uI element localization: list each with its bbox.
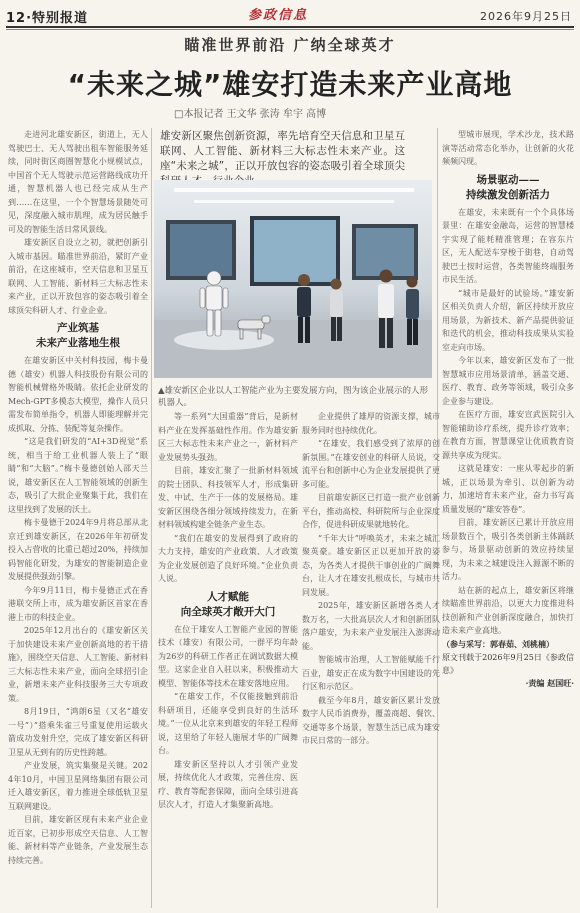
article-column-2 — [158, 410, 298, 905]
paragraph: 8月19日，“鸿朗6星（又名“雄安一号”）”搭乘朱雀三号重复使用运载火箭成功发射升空，完成了雄安新区科研卫星从无到有的历史性跨越。 — [8, 707, 148, 757]
article-photo — [154, 180, 432, 378]
robot-exhibition-photo — [154, 180, 432, 378]
paragraph: 在医疗方面，雄安宣武医院引入智能辅助诊疗系统，提升诊疗效率；在教育方面，智慧课堂让优质教育资源共享成为现实。 — [442, 410, 574, 460]
page-header — [0, 0, 580, 30]
section-subhead: 产业筑基 未来产业落地生根 — [36, 322, 120, 349]
masthead-logo: 参政信息 — [248, 8, 309, 23]
paragraph: 今年以来，雄安新区发布了一批智慧城市应用场景清单，涵盖交通、医疗、教育、政务等领域，吸引众多企业参与建设。 — [442, 356, 574, 406]
paragraph: “这是我们研发的“AI+3D视觉”系统，相当于给工业机器人装上了“眼睛”和“大脑”。”梅卡曼德创始人邵天兰说，雄安新区在人工智能领域的创新生态，吸引了大批企业聚集于此，我们在这里找到了发展的沃土。 — [8, 437, 148, 514]
source-note: 原文刊载于2026年9月25日《参政信息》 — [442, 652, 574, 675]
paragraph: 2025年，雄安新区新增各类人才数万名，一大批高层次人才和创新团队落户雄安，为未来产业发展注入澎湃动能。 — [302, 601, 440, 651]
issue-date: 2026年9月25日 — [480, 10, 572, 23]
paragraph: 今年9月11日，梅卡曼德正式在香港联交所上市，成为雄安新区首家在香港上市的科技企业。 — [8, 585, 148, 622]
paragraph: “城市是最好的试验场。”雄安新区相关负责人介绍，新区持续开放应用场景，为新技术、新产品提供验证和迭代的机会，推动科技成果从实验室走向市场。 — [442, 288, 574, 352]
paragraph: “我们在雄安的发展得到了政府的大力支持，雄安的产业政策、人才政策为企业发展创造了良好环境。”企业负责人说。 — [158, 533, 298, 583]
paragraph: 等一系列“大国重器”背后，是新材料产业在发挥基础性作用。作为雄安新区三大标志性未来产业之一，新材料产业发展势头强劲。 — [158, 412, 298, 462]
paragraph: 雄安新区自设立之初，就把创新引入城市基因。瞄准世界前沿，紧盯产业前沿，在这座城市，空天信息和卫星互联网、人工智能、新材料三大标志性未来产业，正以开放包容的姿态吸引着全球顶尖科研人才、行业企业。 — [8, 238, 148, 315]
article-headline: “未来之城”雄安打造未来产业高地 — [67, 68, 513, 101]
editor-credit: ·责编 赵国旺· — [525, 677, 574, 688]
paragraph: “在雄安工作，不仅能接触到前沿科研项目，还能享受到良好的生活环境。”一位从北京来到雄安的年轻工程师说，这里给了年轻人施展才华的广阔舞台。 — [158, 692, 298, 755]
paragraph: 在位于雄安人工智能产业园的智能技术（雄安）有限公司，一群平均年龄为26岁的科研工作者正在调试数据大模型。这家企业自入驻以来，积极推动大模型、智能体等技术在雄安落地应用。 — [158, 624, 298, 688]
paragraph: 智能城市治理，人工智能赋能千行百业，雄安正在成为数字中国建设的先行区和示范区。 — [302, 655, 440, 691]
paragraph: 走进河北雄安新区，街道上，无人驾驶巴士、无人驾驶出租车智能服务延续，同时街区商圈智慧化小规模试点，中国首个无人驾驶示范运营路线成功开通，智慧机器人也已经完成从生产到……在这里，一个个智慧场景随处可见，深度融入城市肌理，成为居民触手可及的智能生活日常风景线。 — [8, 130, 148, 234]
paragraph: 目前，雄安新区已累计开放应用场景数百个，吸引各类创新主体踊跃参与，场景驱动创新的效应持续显现，为未来之城建设注入源源不断的活力。 — [442, 518, 574, 581]
paragraph: 目前，雄安汇聚了一批新材料领域的院士团队、科技领军人才，形成集研发、中试、生产于一体的发展格局。雄安新区围绕各细分领域持续发力，在新材料领域构建全链条产业生态。 — [158, 466, 298, 529]
section-subhead: 人才赋能 向全球英才敞开大门 — [180, 590, 276, 618]
article-column-1 — [8, 128, 148, 903]
section-subhead: 场景驱动—— 持续激发创新活力 — [466, 173, 550, 201]
paragraph: 这就是雄安：一座从零起步的新城，正以场景为牵引、以创新为动力，加速培育未来产业，奋力书写高质量发展的“雄安答卷”。 — [442, 464, 574, 514]
paragraph: 企业提供了雄厚的资源支撑，城市服务同时也持续优化。 — [302, 412, 440, 435]
paragraph: 雄安新区坚持以人才引领产业发展，持续优化人才政策，完善住房、医疗、教育等配套保障，面向全球引进高层次人才，打造人才集聚新高地。 — [158, 759, 298, 809]
article-column-3 — [302, 410, 440, 905]
article-kicker: 瞄准世界前沿 广纳全球英才 — [184, 36, 396, 54]
header-rule — [6, 26, 574, 28]
header-rule-thin — [6, 29, 574, 30]
paragraph: 目前雄安新区已打造一批产业创新平台，推动高校、科研院所与企业深度合作，促进科研成果就地转化。 — [302, 493, 440, 529]
article-column-4 — [442, 128, 574, 908]
paragraph: 梅卡曼德于2024年9月将总部从北京迁到雄安新区，在2026年年初研发投入占营收的比重已超过20%，持续加码智能化研发，为雄安的智能制造企业发展提供强劲引擎。 — [8, 518, 148, 581]
paragraph: 站在新的起点上，雄安新区将继续瞄准世界前沿，以更大力度推进科技创新和产业创新深度融合，加快打造未来产业高地。 — [442, 585, 574, 635]
paragraph: 在雄安新区中关村科技园，梅卡曼德（雄安）机器人科技股份有限公司的智能机械臂格外吸睛。依托企业研发的Mech-GPT多模态大模型，操作人员只需发布简单指令，机器人即能理解并完成抓取、分拣、装配等复杂操作。 — [8, 356, 148, 433]
reporting-credits: （参与采写：郭春茹、刘桃楠） — [442, 638, 554, 649]
paragraph: 截至今年8月，雄安新区累计发放数字人民币消费券，覆盖商超、餐饮、交通等多个场景，智慧生活已成为雄安市民日常的一部分。 — [302, 695, 440, 745]
paragraph: 产业发展，筑实集聚是关键。2024年10月，中国卫星网络集团有限公司迁入雄安新区，着力推进全球低轨卫星互联网建设。 — [8, 761, 148, 811]
column-divider — [151, 128, 152, 908]
page-section-label: 12·特别报道 — [6, 11, 89, 26]
paragraph: 2025年12月出台的《雄安新区关于加快建设未来产业创新高地的若干措施》，围绕空天信息、人工智能、新材料三大标志性未来产业，面向全球招引企业，新增未来产业科技服务三大专项政策。 — [8, 626, 148, 703]
article-lead: 雄安新区聚焦创新资源，率先培育空天信息和卫星互联网、人工智能、新材料三大标志性未来产业。这座“未来之城”，正以开放包容的姿态吸引着全球顶尖 — [160, 130, 405, 172]
photo-caption: ▲雄安新区企业以人工智能产业为主要发展方向，图为该企业展示的人形机器人。 — [158, 386, 429, 408]
paragraph: “在雄安，我们感受到了浓厚的创新氛围。”在雄安创业的科研人员说，交流平台和创新中心为企业发展提供了更多可能。 — [302, 439, 440, 489]
article-byline: □本报记者 王文华 张涛 牟宇 高博 — [174, 109, 327, 120]
paragraph: 目前，雄安新区现有未来产业企业近百家，已初步形成空天信息、人工智能、新材料等产业链条，产业发展生态持续完善。 — [8, 815, 148, 865]
paragraph: 型城市展现，学术沙龙，技术路演等活动常态化举办，让创新的火花频频闪现。 — [442, 130, 574, 166]
paragraph: 在雄安，未来既有一个个具体场景里：在雄安金融岛，运营的智慧楼宇实现了能耗精准管理；在容东片区，无人配送车穿梭于街巷，自动驾驶巴士按时运营，各类智能终端服务市民生活。 — [442, 207, 574, 284]
paragraph: “千年大计”呼唤英才，未来之城汇聚英豪。雄安新区正以更加开放的姿态，为各类人才提供干事创业的广阔舞台，让人才在雄安扎根成长，与城市共同发展。 — [302, 533, 440, 597]
